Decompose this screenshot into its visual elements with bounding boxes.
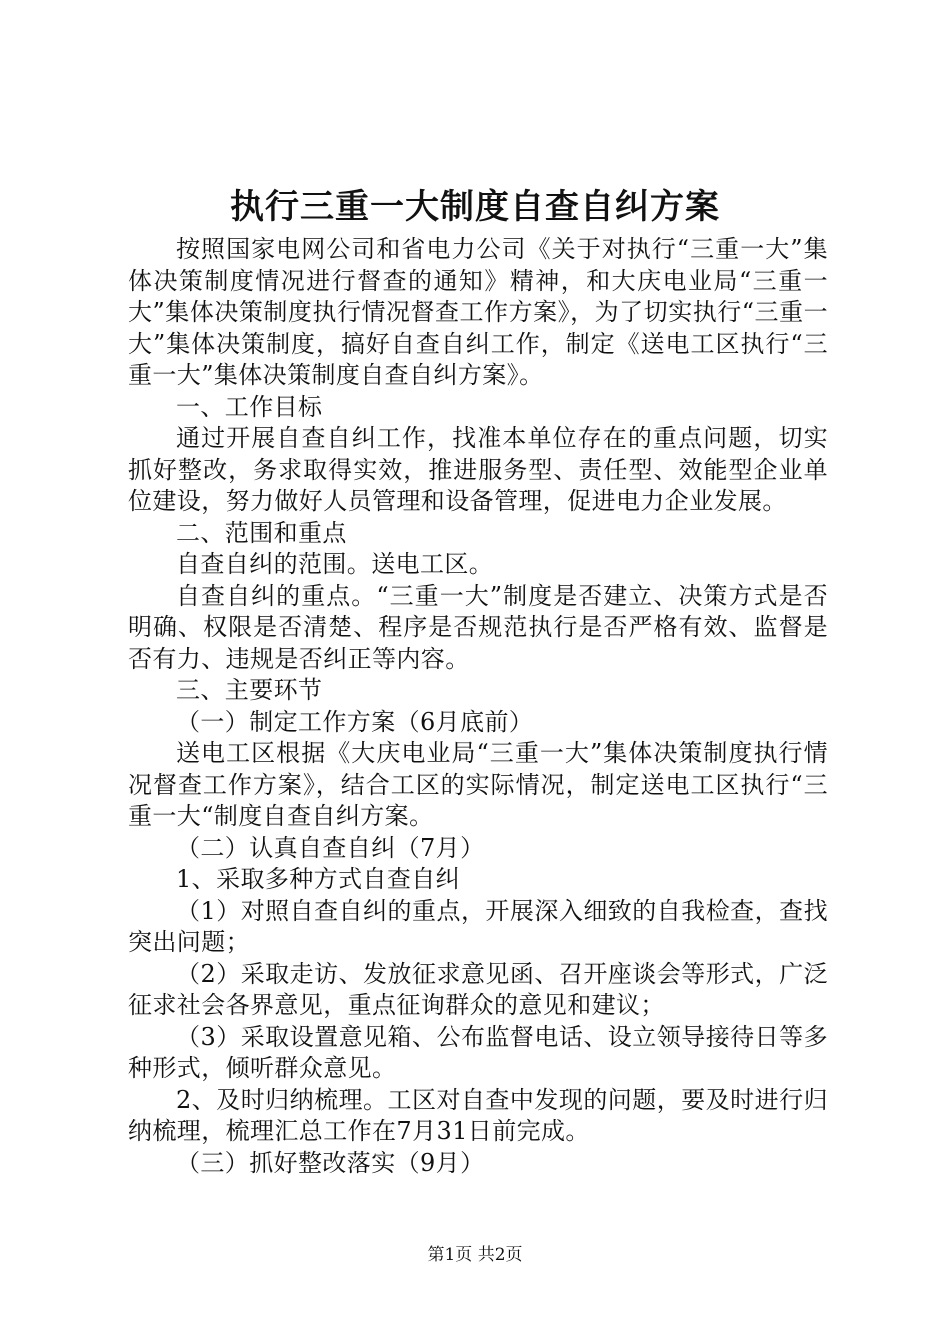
paragraph-step-1: 送电工区根据《大庆电业局“三重一大”集体决策制度执行情况督查工作方案》，结合工区的实际情况，制定送电工区执行“三重一大“制度自查自纠方案。 (128, 739, 828, 830)
paragraph-scope: 自查自纠的范围。送电工区。 (176, 550, 494, 578)
heading-scope: 二、范围和重点 (176, 518, 347, 547)
document-body (128, 234, 828, 1179)
heading-work-goals: 一、工作目标 (176, 392, 323, 421)
paragraph-focus: 自查自纠的重点。“三重一大”制度是否建立、决策方式是否明确、权限是否清楚、程序是否规范执行是否严格有效、监督是否有力、违规是否纠正等内容。 (128, 581, 828, 673)
paragraph-summary: 2、及时归纳梳理。工区对自查中发现的问题，要及时进行归纳梳理，梳理汇总工作在7月31日前完成。 (128, 1085, 828, 1145)
subheading-step-3: （三）抓好整改落实（9月） (176, 1148, 485, 1177)
paragraph-goals: 通过开展自查自纠工作，找准本单位存在的重点问题，切实抓好整改，务求取得实效，推进服务型、责任型、效能型企业单位建设，努力做好人员管理和设备管理，促进电力企业发展。 (128, 424, 828, 515)
subheading-step-1: （一）制定工作方案（6月底前） (176, 707, 534, 736)
list-item-1: （1）对照自查自纠的重点，开展深入细致的自我检查，查找突出问题； (128, 896, 828, 956)
subheading-step-2: （二）认真自查自纠（7月） (176, 833, 485, 862)
list-item-3: （3）采取设置意见箱、公布监督电话、设立领导接待日等多种形式，倾听群众意见。 (128, 1022, 828, 1082)
paragraph-method: 1、采取多种方式自查自纠 (176, 865, 461, 893)
list-item-2: （2）采取走访、发放征求意见函、召开座谈会等形式，广泛征求社会各界意见，重点征询群众的意见和建议； (128, 959, 828, 1019)
document-title: 执行三重一大制度自查自纠方案 (230, 187, 720, 227)
page-footer: 第1页 共2页 (427, 1245, 523, 1265)
heading-main-steps: 三、主要环节 (176, 676, 323, 704)
paragraph-intro: 按照国家电网公司和省电力公司《关于对执行“三重一大”集体决策制度情况进行督查的通知》精神，和大庆电业局“三重一大”集体决策制度执行情况督查工作方案》，为了切实执行“三重一大”集体决策制度，搞好自查自纠工作，制定《送电工区执行“三重一大”集体决策制度自查自纠方案》。 (128, 235, 828, 389)
